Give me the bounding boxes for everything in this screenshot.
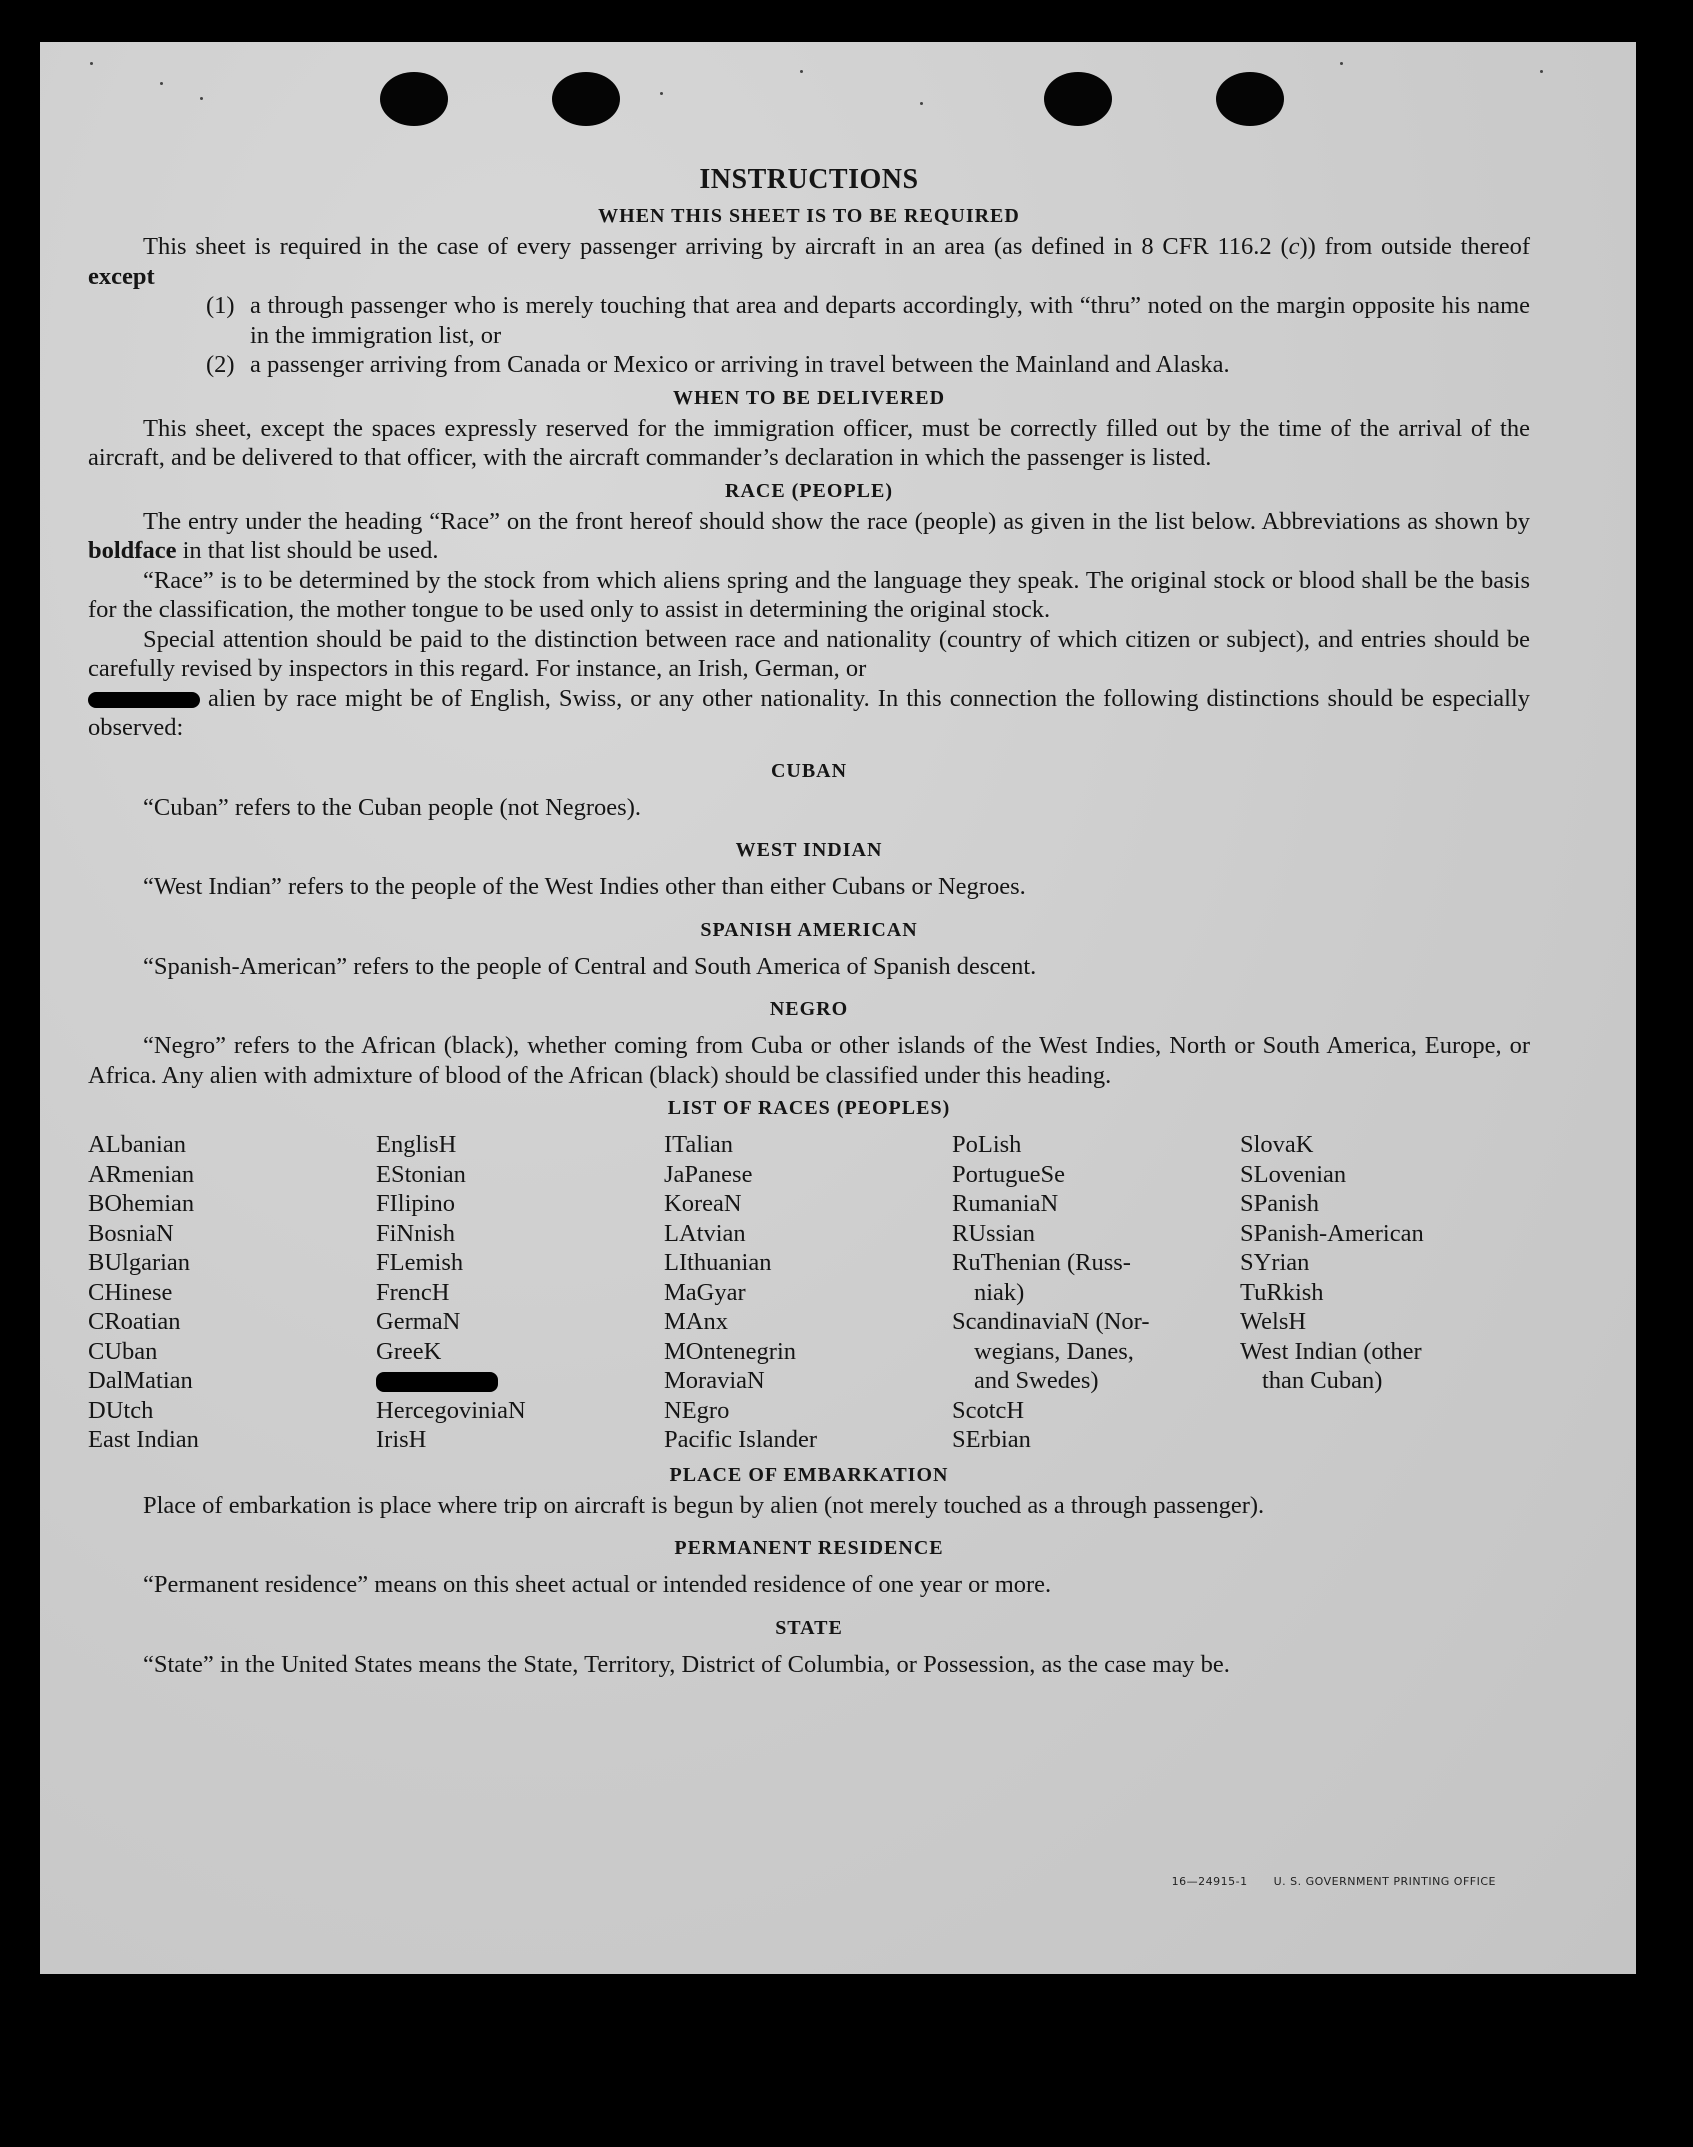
race-entry: SLovenian	[1240, 1160, 1347, 1188]
heading-cuban: CUBAN	[770, 759, 848, 782]
exception-item: (2) a passenger arriving from Canada or Mexico or arriving in travel between the Mainland and Alaska.	[206, 351, 1230, 378]
punch-hole	[1044, 72, 1112, 126]
races-column	[952, 1130, 1240, 1455]
race-entry-continuation: wegians, Danes,	[974, 1337, 1134, 1365]
redaction-mark	[376, 1372, 498, 1392]
race-entry: GreeK	[376, 1337, 442, 1365]
race-entry-redacted	[376, 1366, 664, 1396]
race-entry: ScotcH	[952, 1396, 1025, 1424]
race-entry: West Indian (other	[1240, 1337, 1422, 1365]
race-entry: FiNnish	[376, 1219, 455, 1247]
embarkation-paragraph: Place of embarkation is place where trip on aircraft is begun by alien (not merely touched as a through passenger).	[143, 1491, 1265, 1519]
race-entry: KoreaN	[664, 1190, 742, 1217]
document-sheet	[40, 42, 1636, 1974]
race-entry: EStonian	[376, 1160, 466, 1188]
heading-race: RACE (PEOPLE)	[725, 479, 893, 502]
state-paragraph: “State” in the United States means the State, Territory, District of Columbia, or Possession, as the case may be.	[143, 1650, 1230, 1678]
race-entry: ALbanian	[88, 1131, 186, 1158]
race-entry: BUlgarian	[88, 1249, 191, 1276]
races-column	[664, 1130, 952, 1455]
race-entry: LIthuanian	[664, 1249, 772, 1276]
race-entry-continuation: than Cuban)	[1262, 1367, 1383, 1394]
race-entry: CRoatian	[88, 1308, 181, 1335]
race-entry: RumaniaN	[952, 1190, 1059, 1217]
race-entry: FrencH	[376, 1278, 450, 1306]
race-entry: DUtch	[88, 1396, 154, 1424]
race-entry: RuThenian (Russ-	[952, 1249, 1131, 1276]
race-entry: GermaN	[376, 1308, 461, 1335]
printer-imprint: U. S. GOVERNMENT PRINTING OFFICE	[1273, 1875, 1496, 1888]
race-entry: ScandinaviaN (Nor-	[952, 1308, 1150, 1335]
race-entry: PoLish	[952, 1131, 1022, 1158]
instructions-content	[88, 162, 1530, 1679]
race-entry: SPanish-American	[1240, 1219, 1424, 1247]
race-entry: MoraviaN	[664, 1367, 765, 1394]
heading-spanish-american: SPANISH AMERICAN	[700, 918, 918, 941]
race-entry-continuation: niak)	[974, 1278, 1025, 1306]
race-paragraph: The entry under the heading “Race” on the front hereof should show the race (people) as given in the list below. Abbreviations as shown by boldface in that list should be used.	[88, 507, 1530, 564]
form-number: 16—24915-1	[1171, 1875, 1248, 1888]
race-paragraph: Special attention should be paid to the distinction between race and nationality (country of which citizen or subject), and entries should be carefully revised by inspectors in this regard. For instance, an Irish, German, or alien by race might be of English, Swiss, or any other nationality. In this connection the following distinctions should be especially observed:	[88, 625, 1530, 741]
race-entry: SPanish	[1240, 1190, 1319, 1217]
race-entry: EnglisH	[376, 1131, 457, 1158]
race-entry: FIlipino	[376, 1190, 455, 1217]
race-entry: ITalian	[664, 1131, 734, 1158]
race-entry: CUban	[88, 1337, 158, 1365]
race-entry: TuRkish	[1240, 1278, 1324, 1306]
heading-when-delivered: WHEN TO BE DELIVERED	[672, 386, 946, 409]
heading-residence: PERMANENT RESIDENCE	[674, 1537, 944, 1559]
races-column	[88, 1130, 376, 1455]
heading-embarkation: PLACE OF EMBARKATION	[669, 1463, 949, 1486]
heading-state: STATE	[775, 1616, 843, 1639]
heading-negro: NEGRO	[769, 998, 849, 1020]
negro-paragraph: “Negro” refers to the African (black), whether coming from Cuba or other islands of the West Indies, North or South America, Europe, or Africa. Any alien with admixture of blood of the African (black) should be classified under this heading.	[88, 1032, 1530, 1089]
race-entry: SlovaK	[1240, 1131, 1314, 1158]
race-entry: WelsH	[1240, 1308, 1307, 1335]
spanish-american-paragraph: “Spanish-American” refers to the people of Central and South America of Spanish descent.	[143, 952, 1037, 980]
races-column	[1240, 1130, 1528, 1455]
races-column	[376, 1130, 664, 1455]
race-entry: NEgro	[664, 1396, 730, 1424]
race-entry: SErbian	[952, 1426, 1031, 1453]
race-entry: HercegoviniaN	[376, 1396, 526, 1424]
race-entry: BosniaN	[88, 1219, 174, 1247]
race-entry: MaGyar	[664, 1278, 746, 1306]
race-entry-continuation: and Swedes)	[974, 1367, 1099, 1394]
race-entry: RUssian	[952, 1219, 1036, 1247]
race-entry: PortugueSe	[952, 1160, 1065, 1188]
heading-west-indian: WEST INDIAN	[735, 839, 883, 861]
race-entry: MOntenegrin	[664, 1337, 796, 1365]
race-entry: CHinese	[88, 1278, 173, 1306]
race-entry: FLemish	[376, 1249, 464, 1276]
race-entry: JaPanese	[664, 1160, 753, 1188]
when-delivered-paragraph: This sheet, except the spaces expressly reserved for the immigration officer, must be correctly filled out by the time of the arrival of the aircraft, and be delivered to that officer, with the aircraft commander’s declaration in which the passenger is listed.	[88, 414, 1530, 471]
heading-when-required: WHEN THIS SHEET IS TO BE REQUIRED	[598, 205, 1020, 227]
punch-hole	[552, 72, 620, 126]
residence-paragraph: “Permanent residence” means on this sheet actual or intended residence of one year or more.	[143, 1571, 1052, 1598]
race-entry: BOhemian	[88, 1190, 195, 1217]
race-entry: DalMatian	[88, 1367, 193, 1394]
races-list	[88, 1130, 1530, 1455]
west-indian-paragraph: “West Indian” refers to the people of the West Indies other than either Cubans or Negroes.	[143, 873, 1026, 900]
page-title: INSTRUCTIONS	[699, 164, 919, 195]
punch-hole	[380, 72, 448, 126]
race-entry: SYrian	[1240, 1249, 1310, 1276]
race-entry: LAtvian	[664, 1219, 746, 1247]
printer-footer	[1150, 1875, 1496, 1888]
race-entry: Pacific Islander	[664, 1426, 818, 1453]
cuban-paragraph: “Cuban” refers to the Cuban people (not Negroes).	[143, 793, 641, 821]
race-entry: IrisH	[376, 1426, 427, 1453]
redaction-mark	[88, 692, 200, 708]
when-required-paragraph: This sheet is required in the case of every passenger arriving by aircraft in an area (as defined in 8 CFR 116.2 (c)) from outside thereof except	[88, 233, 1530, 290]
exception-item: (1) a through passenger who is merely touching that area and departs accordingly, with “thru” noted on the margin opposite his name in the immigration list, or	[206, 292, 1530, 349]
race-paragraph: “Race” is to be determined by the stock from which aliens spring and the language they speak. The original stock or blood shall be the basis for the classification, the mother tongue to be used only to assist in determining the original stock.	[88, 566, 1530, 623]
heading-list-of-races: LIST OF RACES (PEOPLES)	[667, 1097, 951, 1119]
race-entry: East Indian	[88, 1426, 199, 1453]
race-entry: MAnx	[664, 1308, 728, 1335]
punch-hole	[1216, 72, 1284, 126]
race-entry: ARmenian	[88, 1160, 195, 1188]
